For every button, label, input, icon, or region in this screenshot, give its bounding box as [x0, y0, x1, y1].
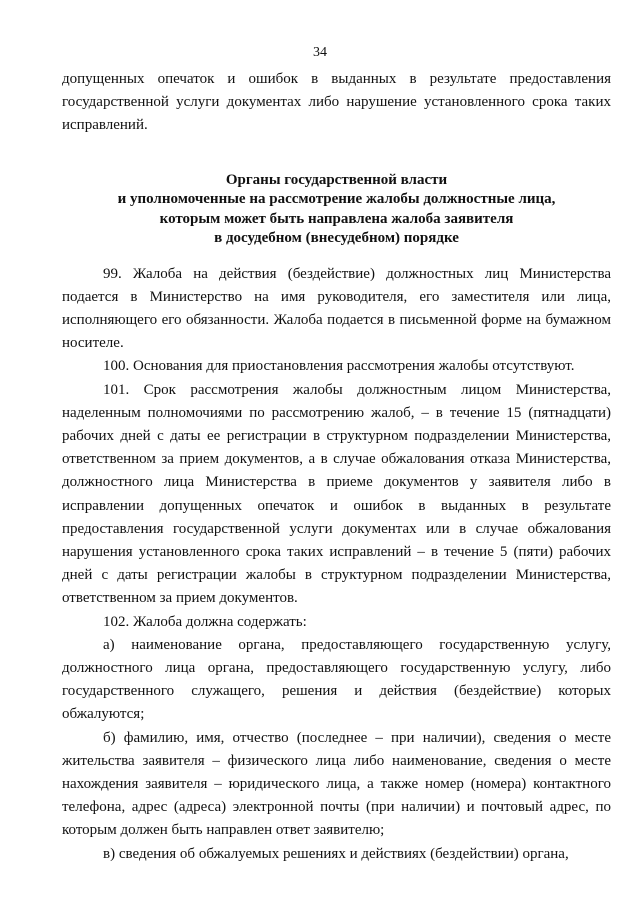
- paragraph-100: 100. Основания для приостановления рассмотрения жалобы отсутствуют.: [103, 358, 575, 375]
- heading-line-1: Органы государственной власти: [225, 171, 448, 188]
- paragraph-102-b: б) фамилию, имя, отчество (последнее – при наличии), сведения о месте жительства заявителя – физического лица либо наименование, сведения о месте нахождения заявителя – юридического лица, а также номер (номера) контактного телефона, адрес (адреса) электронной почты (при наличии) и почтовый адрес, по которым должен быть направлен ответ заявителю;: [62, 729, 611, 839]
- intro-paragraph: допущенных опечаток и ошибок в выданных в результате предоставления государственной услуги документах либо нарушение установленного срока таких исправлений.: [62, 71, 611, 134]
- section-heading: [62, 171, 611, 249]
- paragraph-99: 99. Жалоба на действия (бездействие) должностных лиц Министерства подается в Министерство на имя руководителя, его заместителя или лица, исполняющего его обязанности. Жалоба подается в письменной форме на бумажном носителе.: [62, 265, 611, 352]
- paragraph-102-a: а) наименование органа, предоставляющего государственную услугу, должностного лица органа, предоставляющего государственную услугу, либо государственного служащего, решения и действия (бездействие) которых обжалуются;: [62, 636, 611, 723]
- heading-line-3: которым может быть направлена жалоба заявителя: [159, 210, 514, 227]
- heading-line-4: в досудебном (внесудебном) порядке: [214, 230, 459, 247]
- document-body: [62, 68, 611, 866]
- paragraph-102-v: в) сведения об обжалуемых решениях и действиях (бездействии) органа,: [103, 845, 569, 862]
- page-number: 34: [313, 45, 327, 60]
- paragraph-101: 101. Срок рассмотрения жалобы должностным лицом Министерства, наделенным полномочиями по рассмотрению жалоб, – в течение 15 (пятнадцати) рабочих дней с даты ее регистрации в структурном подразделении Министерства, ответственном за прием документов, а в случае обжалования отказа Министерства, должностного лица Министерства в приеме документов у заявителя либо в исправлении допущенных опечаток и ошибок в выданных в результате предоставления государственной услуги документах или в случае обжалования нарушения установленного срока таких исправлений – в течение 5 (пяти) рабочих дней с даты регистрации жалобы в структурном подразделении Министерства, ответственном за прием документов.: [62, 381, 611, 607]
- paragraph-102: 102. Жалоба должна содержать:: [103, 613, 307, 630]
- heading-line-2: и уполномоченные на рассмотрение жалобы должностные лица,: [117, 191, 556, 208]
